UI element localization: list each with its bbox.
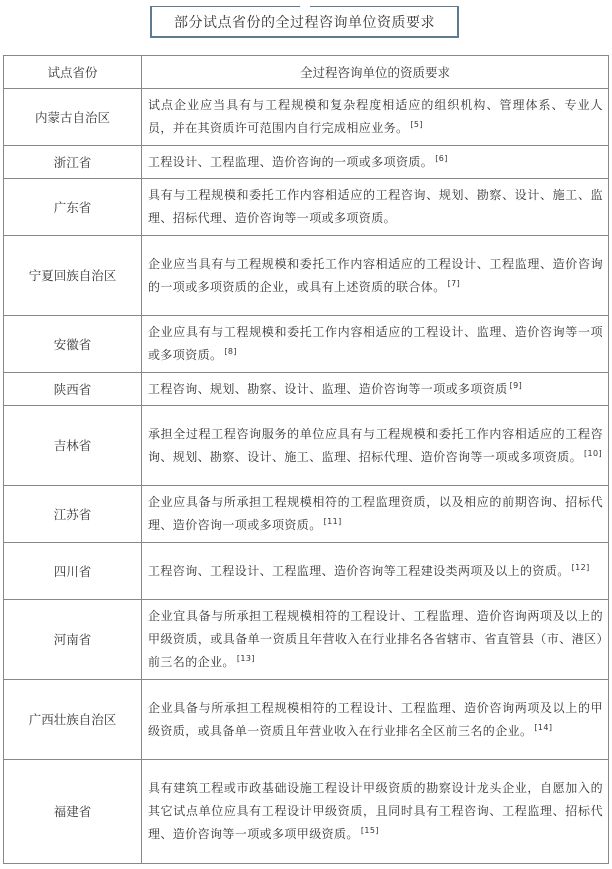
citation-ref: [12] — [571, 562, 590, 572]
province-cell: 广西壮族自治区 — [4, 680, 142, 760]
requirement-cell — [142, 760, 609, 864]
table-row — [4, 236, 609, 316]
citation-ref: [10] — [584, 448, 603, 458]
citation-ref: [11] — [323, 517, 342, 526]
requirement-text: 工程咨询、规划、勘察、设计、监理、造价咨询等一项或多项资质 — [148, 381, 508, 396]
citation-ref: [15] — [360, 826, 379, 835]
requirement-text: 具有建筑工程或市政基础设施工程设计甲级资质的勘察设计龙头企业，自愿加入的其它试点单位应具有工程设计甲级资质，且同时具有工程咨询、工程监理、招标代理、造价咨询等一项或多项甲级资质。 — [148, 781, 603, 841]
province-cell: 河南省 — [4, 600, 142, 680]
header-province: 试点省份 — [4, 56, 142, 89]
citation-ref: [7] — [447, 278, 461, 288]
citation-ref: [8] — [224, 347, 237, 356]
table-row — [4, 600, 609, 680]
qualification-table — [3, 55, 609, 864]
province-cell: 浙江省 — [4, 146, 142, 179]
requirement-text: 企业应具有与工程规模和委托工作内容相适应的工程设计、监理、造价咨询等一项或多项资质。 — [148, 325, 603, 362]
province-cell: 江苏省 — [4, 486, 142, 543]
table-row — [4, 316, 609, 373]
citation-ref: [5] — [410, 120, 423, 129]
citation-ref: [14] — [534, 722, 553, 732]
requirement-cell — [142, 89, 609, 146]
table-row — [4, 543, 609, 600]
province-cell: 广东省 — [4, 179, 142, 236]
province-cell: 内蒙古自治区 — [4, 89, 142, 146]
requirement-text: 具有与工程规模和委托工作内容相适应的工程咨询、规划、勘察、设计、施工、监理、招标代理、造价咨询等一项或多项资质。 — [148, 188, 603, 225]
requirement-cell — [142, 179, 609, 236]
table-caption: 部分试点省份的全过程咨询单位资质要求 — [150, 6, 459, 38]
requirement-cell — [142, 146, 609, 179]
requirement-cell — [142, 543, 609, 600]
requirement-text: 工程咨询、工程设计、工程监理、造价咨询等工程建设类两项及以上的资质。 — [148, 563, 570, 578]
requirement-cell — [142, 600, 609, 680]
requirement-cell — [142, 373, 609, 406]
requirement-cell — [142, 316, 609, 373]
requirement-cell — [142, 680, 609, 760]
province-cell: 四川省 — [4, 543, 142, 600]
citation-ref: [13] — [236, 654, 255, 663]
requirement-cell — [142, 236, 609, 316]
citation-ref: [6] — [435, 153, 448, 163]
table-row — [4, 680, 609, 760]
table-row — [4, 89, 609, 146]
requirement-text: 企业具备与所承担工程规模相符的工程设计、工程监理、造价咨询两项及以上的甲级资质，或具备单一资质且年营业收入在行业排名全区前三名的企业。 — [148, 700, 603, 738]
table-row — [4, 373, 609, 406]
table-row — [4, 146, 609, 179]
province-cell: 吉林省 — [4, 406, 142, 486]
table-row — [4, 406, 609, 486]
requirement-text: 企业宜具备与所承担工程规模相符的工程设计、工程监理、造价咨询两项及以上的甲级资质，或具备单一资质且年营收入在行业排名各省辖市、省直管县（市、港区）前三名的企业。 — [148, 609, 603, 669]
table-row — [4, 486, 609, 543]
requirement-cell — [142, 406, 609, 486]
table-row — [4, 179, 609, 236]
province-cell: 陕西省 — [4, 373, 142, 406]
requirement-cell — [142, 486, 609, 543]
requirement-text: 企业应具备与所承担工程规模相符的工程监理资质，以及相应的前期咨询、招标代理、造价咨询一项或多项资质。 — [148, 495, 603, 532]
table-header-row — [4, 56, 609, 89]
citation-ref: [9] — [509, 380, 523, 390]
requirement-text: 企业应当具有与工程规模和委托工作内容相适应的工程设计、工程监理、造价咨询的一项或多项资质的企业，或具有上述资质的联合体。 — [148, 256, 603, 294]
province-cell: 福建省 — [4, 760, 142, 864]
province-cell: 安徽省 — [4, 316, 142, 373]
table-row — [4, 760, 609, 864]
province-cell: 宁夏回族自治区 — [4, 236, 142, 316]
header-requirement: 全过程咨询单位的资质要求 — [142, 56, 609, 89]
requirement-text: 工程设计、工程监理、造价咨询的一项或多项资质。 — [148, 154, 434, 169]
requirement-text: 试点企业应当具有与工程规模和复杂程度相适应的组织机构、管理体系、专业人员，并在其资质许可范围内自行完成相应业务。 — [148, 98, 603, 135]
requirement-text: 承担全过程工程咨询服务的单位应具有与工程规模和委托工作内容相适应的工程咨询、规划、勘察、设计、施工、监理、招标代理、造价咨询等一项或多项资质。 — [148, 426, 603, 464]
